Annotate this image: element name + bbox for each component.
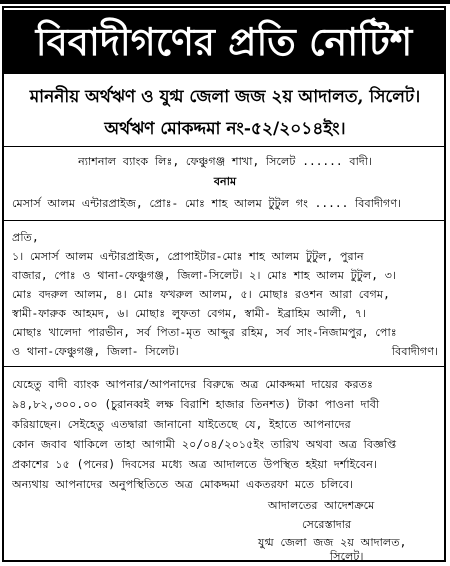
court-name: মাননীয় অর্থঋণ ও যুগ্ম জেলা জজ ২য় আদালত, সিলেট। bbox=[29, 87, 421, 107]
signature-order: আদালতের আদেশক্রমে bbox=[268, 499, 375, 512]
divider bbox=[4, 220, 444, 221]
notice-line: কোন জবাব থাকিলে তাহা আগামী ২০/০৪/২০১৫ইং তারিখ অথবা অত্র বিজ্ঞপ্তি bbox=[12, 438, 397, 451]
defendant-line: মেসার্স আলম এন্টারপ্রাইজ, প্রোঃ- মোঃ শাহ আলম টুটুল গং ..... বিবাদীগণ। bbox=[12, 197, 402, 210]
notice-line: প্রকাশের ১৫ (পনের) দিবসের মধ্যে অত্র আদালতে উপস্থিত হইয়া দর্শাইবেন। bbox=[12, 458, 377, 471]
signature-title: সেরেস্তাদার bbox=[302, 518, 352, 531]
addressee-line: স্বামী-ফারুক আহমদ, ৬। মোছাঃ লুফতা বেগম, স্বামী- ইব্রাহিম আলী, ৭। bbox=[12, 307, 366, 320]
addressee-line: ১। মেসার্স আলম এন্টারপ্রাইজ, প্রোপাইটার-মোঃ শাহ আলম টুটুল, পুরান bbox=[12, 250, 364, 263]
plaintiff-line: ন্যাশনাল ব্যাংক লিঃ, ফেঞ্চুগঞ্জ শাখা, সিলেট ...... বাদী। bbox=[78, 155, 372, 168]
divider bbox=[4, 366, 444, 367]
addressee-line: বাজার, পোঃ ও থানা-ফেঞ্চুগঞ্জ, জিলা-সিলেট। ২। মোঃ শাহ আলম টুটুল, ৩। bbox=[12, 269, 396, 282]
notice-line: যেহেতু বাদী ব্যাংক আপনার/আপনাদের বিরুদ্ধে অত্র মোকদ্দমা দায়ের করতঃ bbox=[12, 378, 373, 391]
addressee-line: মোছাঃ খালেদা পারভীন, সর্ব পিতা-মৃত আব্দুর রহিম, সর্ব সাং-নিজামপুর, পোঃ bbox=[12, 326, 397, 339]
addressee-line: ও থানা-ফেঞ্চুগঞ্জ, জিলা- সিলেট। bbox=[12, 345, 179, 358]
divider bbox=[4, 146, 444, 147]
to-label: প্রতি, bbox=[12, 231, 39, 244]
signature-city: সিলেট। bbox=[330, 550, 364, 563]
versus-label: বনাম bbox=[213, 175, 237, 188]
notice-line: করিয়াছেন। সেইহেতু এতদ্বারা জানানো যাইতেছে যে, ইহাতে আপনাদের bbox=[12, 418, 351, 431]
notice-line: অন্যথায় আপনাদের অনুপস্থিতিতে অত্র মোকদ্দমা একতরফা মতে চলিবে। bbox=[12, 478, 354, 491]
addressee-suffix: বিবাদীগণ। bbox=[391, 345, 438, 358]
top-rule bbox=[0, 0, 450, 4]
signature-court: যুগ্ম জেলা জজ ২য় আদালত, bbox=[258, 536, 407, 549]
notice-line: ৯৪,৮২,৩০০.০০ (চুরানব্বই লক্ষ বিরাশি হাজার তিনশত) টাকা পাওনা দাবী bbox=[12, 398, 380, 411]
notice-title: বিবাদীগণের প্রতি নোটিশ bbox=[4, 10, 444, 74]
addressee-line: মোঃ বদরুল আলম, ৪। মোঃ ফখরুল আলম, ৫। মোছাঃ রওশন আরা বেগম, bbox=[12, 288, 390, 301]
case-number: অর্থঋণ মোকদ্দমা নং-৫২/২০১৪ইং। bbox=[104, 119, 346, 139]
